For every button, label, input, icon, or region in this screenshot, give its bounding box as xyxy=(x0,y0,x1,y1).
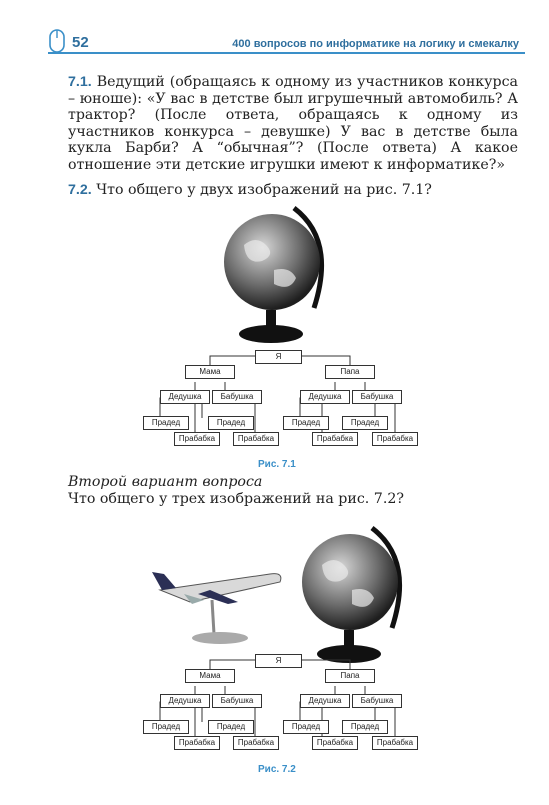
tree-node-grandma: Бабушка xyxy=(212,390,262,404)
airplane-model-image xyxy=(150,560,290,650)
family-tree xyxy=(140,654,420,754)
tree-node-ggma: Прабабка xyxy=(233,736,279,750)
tree-node-grandma: Бабушка xyxy=(212,694,262,708)
tree-node-ggma: Прабабка xyxy=(372,432,418,446)
tree-node-me: Я xyxy=(255,350,302,364)
page-number: 52 xyxy=(72,34,89,51)
tree-node-ggma: Прабабка xyxy=(312,736,358,750)
tree-node-grandpa: Дедушка xyxy=(300,390,350,404)
tree-node-ggpa: Прадед xyxy=(342,720,388,734)
tree-node-grandpa: Дедушка xyxy=(160,694,210,708)
tree-node-ggma: Прабабка xyxy=(312,432,358,446)
tree-node-dad: Папа xyxy=(325,669,375,683)
question-text: Ведущий (обращаясь к одному из участников конкурса – юноше): «У вас в детстве был игрушечный автомобиль? А трактор? (После ответа, обращаясь к одному из участников конкурса – девушке) У вас в детстве была кукла Барби? А “обычная”? (После ответа) А какое отношение эти детские игрушки имеют к информатике?» xyxy=(68,74,518,173)
question-number: 7.2. xyxy=(68,182,92,198)
question-number: 7.1. xyxy=(68,74,92,90)
tree-node-ggpa: Прадед xyxy=(143,416,189,430)
variant-text: Что общего у трех изображений на рис. 7.2? xyxy=(68,491,404,507)
mouse-icon xyxy=(48,28,66,54)
tree-node-mom: Мама xyxy=(185,365,235,379)
tree-node-ggma: Прабабка xyxy=(233,432,279,446)
question-7-2 xyxy=(68,182,518,199)
question-7-1 xyxy=(68,74,518,174)
globe-image xyxy=(292,520,416,670)
tree-node-ggpa: Прадед xyxy=(342,416,388,430)
figure-caption: Рис. 7.1 xyxy=(258,459,296,470)
tree-node-ggpa: Прадед xyxy=(283,416,329,430)
family-tree xyxy=(140,350,420,450)
tree-node-ggma: Прабабка xyxy=(174,736,220,750)
question-text: Что общего у двух изображений на рис. 7.1? xyxy=(96,182,432,198)
tree-node-grandma: Бабушка xyxy=(352,694,402,708)
figure-caption: Рис. 7.2 xyxy=(258,764,296,775)
running-head: 400 вопросов по информатике на логику и смекалку xyxy=(232,38,519,50)
tree-node-ggma: Прабабка xyxy=(174,432,220,446)
globe-image xyxy=(214,200,338,350)
tree-node-ggma: Прабабка xyxy=(372,736,418,750)
tree-node-ggpa: Прадед xyxy=(143,720,189,734)
tree-node-grandpa: Дедушка xyxy=(300,694,350,708)
tree-node-ggpa: Прадед xyxy=(208,416,254,430)
tree-node-me: Я xyxy=(255,654,302,668)
tree-node-ggpa: Прадед xyxy=(283,720,329,734)
tree-node-mom: Мама xyxy=(185,669,235,683)
tree-node-dad: Папа xyxy=(325,365,375,379)
tree-node-grandma: Бабушка xyxy=(352,390,402,404)
tree-node-ggpa: Прадед xyxy=(208,720,254,734)
page-header xyxy=(0,0,549,60)
variant-title: Второй вариант вопроса xyxy=(68,474,263,490)
tree-node-grandpa: Дедушка xyxy=(160,390,210,404)
header-rule xyxy=(48,52,525,54)
